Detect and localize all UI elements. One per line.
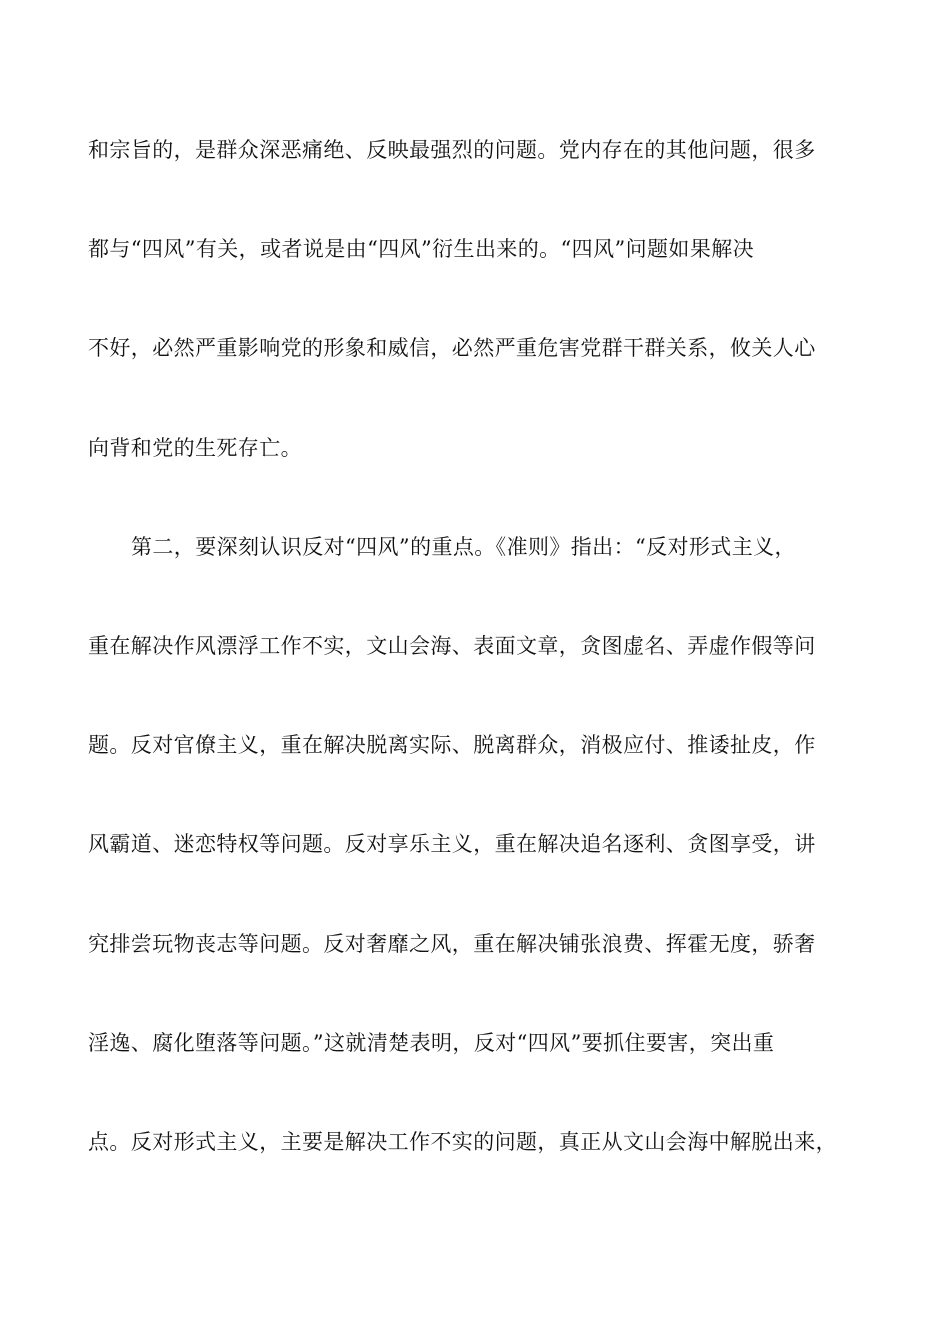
text-line: 重在解决作风漂浮工作不实，文山会海、表面文章，贪图虚名、弄虚作假等问	[88, 633, 816, 658]
text-line: 和宗旨的，是群众深恶痛绝、反映最强烈的问题。党内存在的其他问题，很多	[88, 138, 816, 162]
text-line: 向背和党的生死存亡。	[88, 435, 302, 460]
text-line: 题。反对官僚主义，重在解决脱离实际、脱离群众，消极应付、推诿扯皮，作	[88, 733, 816, 758]
text-line: 不好，必然严重影响党的形象和威信，必然严重危害党群干群关系，攸关人心	[88, 336, 816, 361]
text-line: 风霸道、迷恋特权等问题。反对享乐主义，重在解决追名逐利、贪图享受，讲	[88, 832, 816, 857]
text-line: 淫逸、腐化堕落等问题。”这就清楚表明，反对“四风”要抓住要害，突出重	[88, 1030, 775, 1055]
body-text	[88, 126, 863, 1217]
paragraph-first-line: 第二，要深刻认识反对“四风”的重点。《准则》指出：“反对形式主义，	[131, 534, 796, 559]
text-line: 都与“四风”有关，或者说是由“四风”衍生出来的。“四风”问题如果解决	[88, 237, 755, 262]
text-line: 究排尝玩物丧志等问题。反对奢靡之风，重在解决铺张浪费、挥霍无度，骄奢	[88, 931, 816, 956]
text-line: 点。反对形式主义，主要是解决工作不实的问题，真正从文山会海中解脱出来，	[88, 1129, 837, 1154]
